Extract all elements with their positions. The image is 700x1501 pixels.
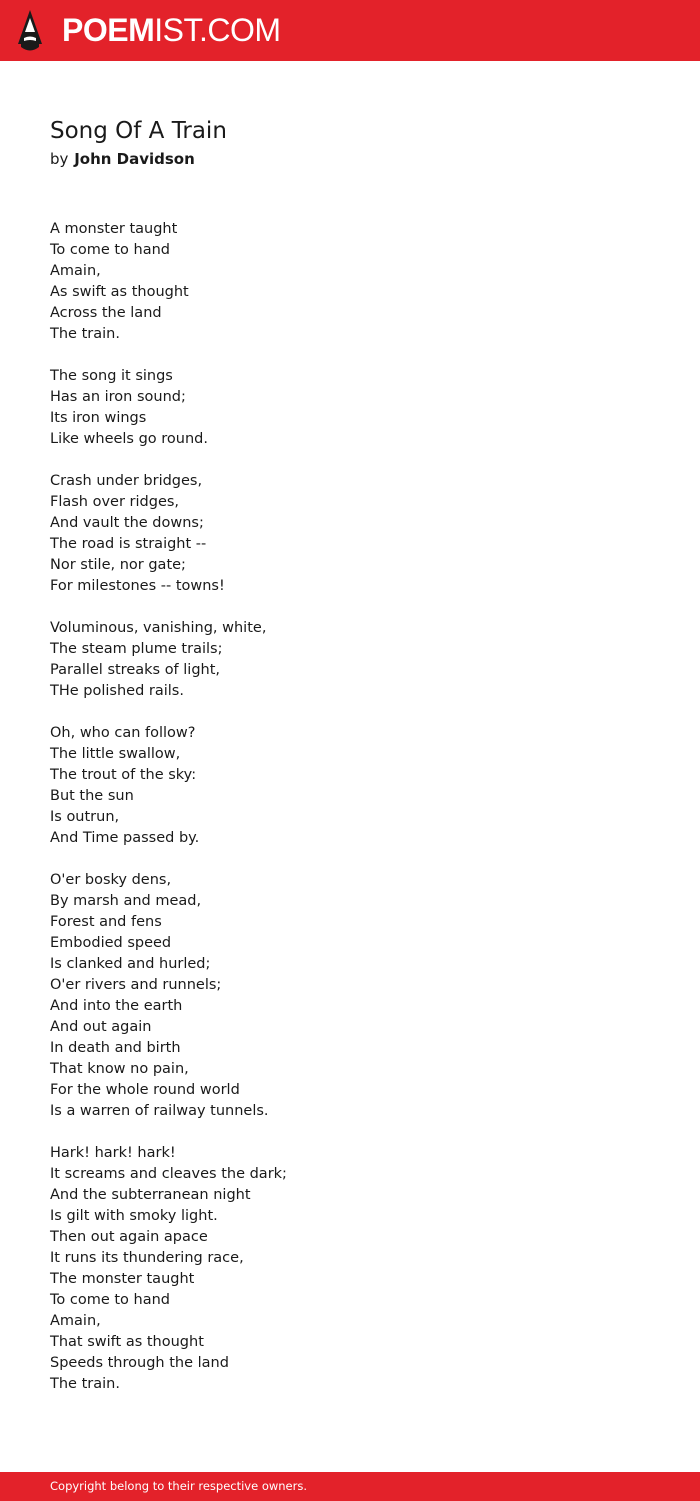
- poem-line: Like wheels go round.: [50, 431, 208, 447]
- site-logo[interactable]: [62, 12, 281, 48]
- poem-line: Across the land: [50, 305, 162, 321]
- stanza-break: [50, 702, 650, 723]
- poem-line: O'er bosky dens,: [50, 872, 172, 888]
- stanza-break: [50, 345, 650, 366]
- poem-line: By marsh and mead,: [50, 893, 202, 909]
- poem-title: Song Of A Train: [50, 118, 227, 144]
- poem-line: The song it sings: [50, 368, 173, 384]
- poem-line: And vault the downs;: [50, 515, 204, 531]
- stanza-break: [50, 1122, 650, 1143]
- poem-line: Amain,: [50, 1313, 101, 1329]
- poem-line: The train.: [50, 1376, 120, 1392]
- poem-line: Forest and fens: [50, 914, 162, 930]
- poem-body: [50, 219, 650, 1395]
- poem-line: Amain,: [50, 263, 101, 279]
- poem-line: And Time passed by.: [50, 830, 200, 846]
- site-header: [0, 0, 700, 61]
- poem-line: The steam plume trails;: [50, 641, 223, 657]
- poem-line: Is outrun,: [50, 809, 120, 825]
- poem-line: THe polished rails.: [50, 683, 184, 699]
- poem-line: Its iron wings: [50, 410, 147, 426]
- poem-line: Oh, who can follow?: [50, 725, 196, 741]
- poem-line: It screams and cleaves the dark;: [50, 1166, 287, 1182]
- stanza-break: [50, 597, 650, 618]
- poem-line: Is a warren of railway tunnels.: [50, 1103, 269, 1119]
- poem-line: But the sun: [50, 788, 134, 804]
- poem-line: Nor stile, nor gate;: [50, 557, 186, 573]
- poem-line: Speeds through the land: [50, 1355, 229, 1371]
- copyright-text: Copyright belong to their respective owners.: [50, 1479, 308, 1493]
- poem-line: In death and birth: [50, 1040, 181, 1056]
- poem-line: To come to hand: [50, 242, 171, 258]
- poem-line: And into the earth: [50, 998, 183, 1014]
- poem-line: Voluminous, vanishing, white,: [50, 620, 267, 636]
- author-name: John Davidson: [74, 150, 195, 168]
- poem-line: Crash under bridges,: [50, 473, 203, 489]
- logo-text-bold: POEM: [62, 12, 155, 48]
- stanza-break: [50, 450, 650, 471]
- poem-line: Is gilt with smoky light.: [50, 1208, 218, 1224]
- poem-line: For milestones -- towns!: [50, 578, 225, 594]
- poem-line: Hark! hark! hark!: [50, 1145, 176, 1161]
- poem-line: Flash over ridges,: [50, 494, 180, 510]
- poem-line: Then out again apace: [50, 1229, 208, 1245]
- logo-text-light: IST.COM: [154, 12, 281, 48]
- poem-line: And the subterranean night: [50, 1187, 251, 1203]
- poem-line: And out again: [50, 1019, 152, 1035]
- poem-line: Parallel streaks of light,: [50, 662, 221, 678]
- poem-line: That know no pain,: [50, 1061, 189, 1077]
- poem-line: The train.: [50, 326, 120, 342]
- poem-line: It runs its thundering race,: [50, 1250, 244, 1266]
- poem-line: To come to hand: [50, 1292, 171, 1308]
- poem-line: The monster taught: [50, 1271, 195, 1287]
- pencil-icon[interactable]: [17, 10, 43, 52]
- poem-line: O'er rivers and runnels;: [50, 977, 222, 993]
- poem-line: As swift as thought: [50, 284, 189, 300]
- poem-line: Has an iron sound;: [50, 389, 186, 405]
- poem-line: A monster taught: [50, 221, 178, 237]
- by-label: by: [50, 150, 69, 168]
- poem-line: Is clanked and hurled;: [50, 956, 211, 972]
- poem-byline: [50, 148, 195, 170]
- poem-line: The trout of the sky:: [50, 767, 197, 783]
- poem-line: For the whole round world: [50, 1082, 240, 1098]
- poem-line: Embodied speed: [50, 935, 172, 951]
- poem-line: The little swallow,: [50, 746, 181, 762]
- poem-line: That swift as thought: [50, 1334, 204, 1350]
- site-footer: [0, 1472, 700, 1501]
- poem-line: The road is straight --: [50, 536, 207, 552]
- stanza-break: [50, 849, 650, 870]
